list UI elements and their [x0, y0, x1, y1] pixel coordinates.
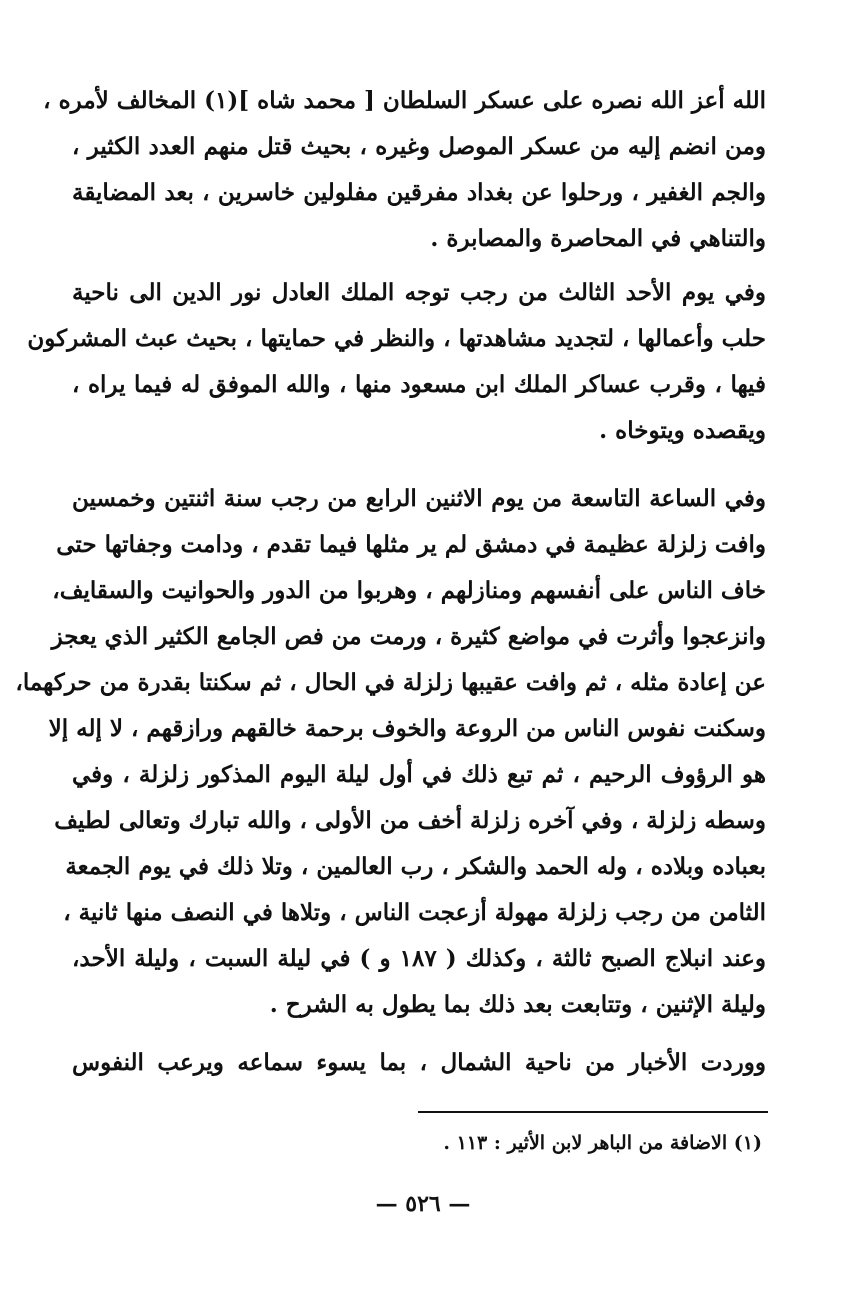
- text-line: وانزعجوا وأثرت في مواضع كثيرة ، ورمت من فص الجامع الكثير الذي يعجز: [51, 623, 766, 650]
- text-line: والجم الغفير ، ورحلوا عن بغداد مفرقين مفلولين خاسرين ، بعد المضايقة: [72, 179, 766, 206]
- text-line: وعند انبلاج الصبح ثالثة ، وكذلك ( ١٨٧ و ) في ليلة السبت ، وليلة الأحد،: [72, 945, 766, 972]
- text-line: بعباده وبلاده ، وله الحمد والشكر ، رب العالمين ، وتلا ذلك في يوم الجمعة: [65, 853, 766, 880]
- footnote: (١) الاضافة من الباهر لابن الأثير : ١١٣ .: [443, 1132, 762, 1154]
- text-line: ويقصده ويتوخاه .: [599, 417, 766, 444]
- text-line: والتناهي في المحاصرة والمصابرة .: [430, 225, 766, 252]
- text-line: وافت زلزلة عظيمة في دمشق لم ير مثلها فيما تقدم ، ودامت وجفاتها حتى: [56, 531, 766, 558]
- paragraph-1: [43, 78, 766, 262]
- paragraph-2: [27, 270, 766, 454]
- text-line: ومن انضم إليه من عسكر الموصل وغيره ، بحيث قتل منهم العدد الكثير ،: [72, 133, 766, 160]
- text-line: الله أعز الله نصره على عسكر السلطان [ محمد شاه ](١) المخالف لأمره ،: [43, 87, 766, 114]
- text-line: وفي يوم الأحد الثالث من رجب توجه الملك العادل نور الدين الى ناحية: [72, 279, 766, 306]
- paragraph-3: [15, 476, 766, 1028]
- text-line: خاف الناس على أنفسهم ومنازلهم ، وهربوا من الدور والحوانيت والسقايف،: [52, 577, 766, 604]
- text-line: ووردت الأخبار من ناحية الشمال ، بما يسوء سماعه ويرعب النفوس: [72, 1049, 766, 1076]
- page-number: — ٥٢٦ —: [375, 1191, 471, 1217]
- text-line: وفي الساعة التاسعة من يوم الاثنين الرابع من رجب سنة اثنتين وخمسين: [72, 485, 766, 512]
- text-line: وسطه زلزلة ، وفي آخره زلزلة أخف من الأولى ، والله تبارك وتعالى لطيف: [54, 807, 766, 834]
- text-line: الثامن من رجب زلزلة مهولة أزعجت الناس ، وتلاها في النصف منها ثانية ،: [63, 899, 766, 926]
- paragraph-4: [72, 1040, 766, 1086]
- footnote-separator: [418, 1111, 768, 1113]
- text-line: وليلة الإثنين ، وتتابعت بعد ذلك بما يطول به الشرح .: [269, 991, 766, 1018]
- text-line: حلب وأعمالها ، لتجديد مشاهدتها ، والنظر في حمايتها ، بحيث عبث المشركون: [27, 325, 766, 352]
- text-line: هو الرؤوف الرحيم ، ثم تبع ذلك في أول ليلة اليوم المذكور زلزلة ، وفي: [72, 761, 766, 788]
- text-line: فيها ، وقرب عساكر الملك ابن مسعود منها ، والله الموفق له فيما يراه ،: [72, 371, 766, 398]
- text-line: وسكنت نفوس الناس من الروعة والخوف برحمة خالقهم ورازقهم ، لا إله إلا: [48, 715, 766, 742]
- text-line: عن إعادة مثله ، ثم وافت عقيبها زلزلة في الحال ، ثم سكنتا بقدرة من حركهما،: [15, 669, 766, 696]
